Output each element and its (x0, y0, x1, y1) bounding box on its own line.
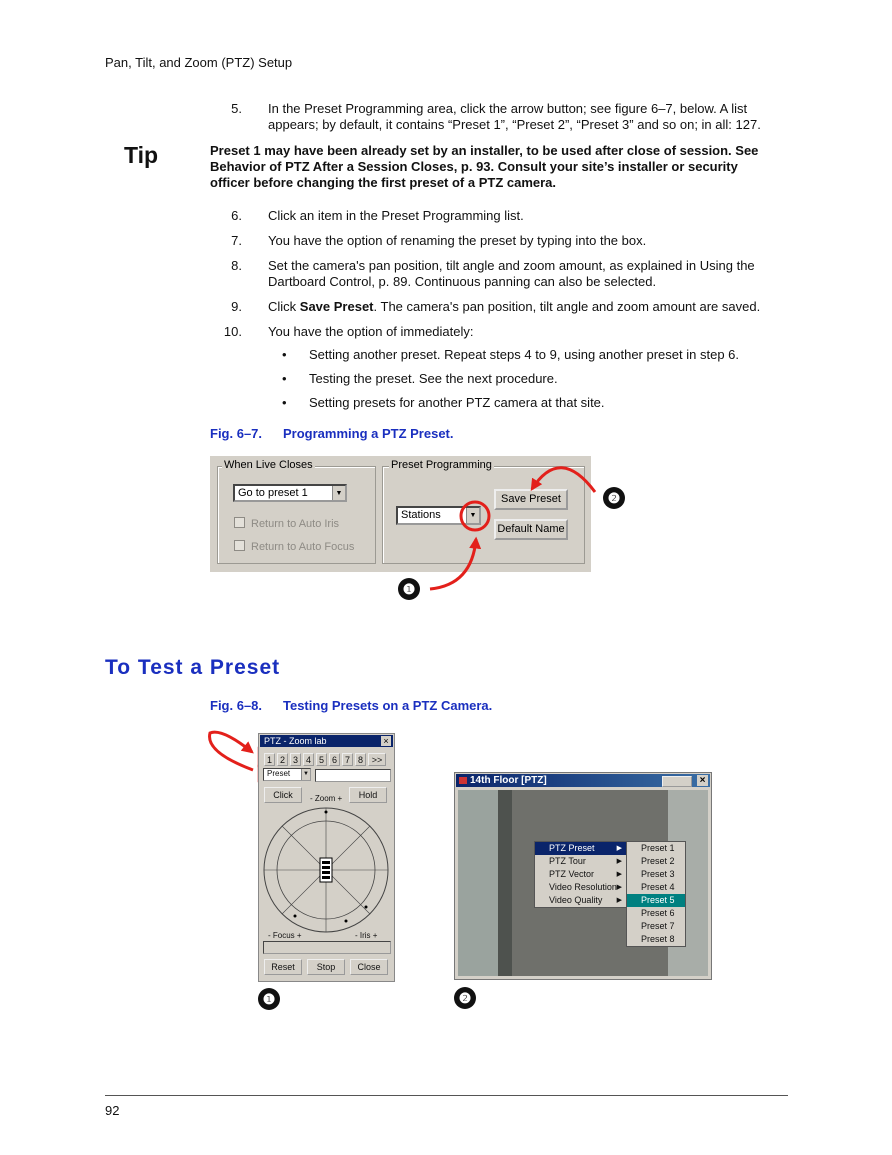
callout-arrow-3 (210, 732, 253, 770)
tip-label: Tip (124, 142, 159, 168)
figure-title: Testing Presets on a PTZ Camera. (283, 698, 493, 713)
step-text-post: . The camera's pan position, tilt angle and zoom amount are saved. (373, 299, 761, 314)
submenu-arrow-icon: ▶ (616, 884, 622, 891)
submenu-item-preset[interactable]: Preset 8 (641, 934, 675, 944)
video-scene-frame (498, 790, 512, 976)
step-number: 10. (223, 324, 242, 339)
more-presets-button[interactable]: >> (368, 753, 386, 766)
zoom-label: - Zoom + (310, 794, 343, 803)
page-number: 92 (105, 1103, 120, 1118)
layout-grid-icon[interactable] (662, 776, 692, 787)
figure-title: Programming a PTZ Preset. (283, 426, 454, 441)
callout-arrow-1 (430, 539, 476, 589)
figure-caption (210, 698, 492, 713)
submenu-item-preset[interactable]: Preset 2 (641, 856, 675, 866)
menu-item-ptz-preset[interactable]: PTZ Preset ▶ (535, 842, 627, 855)
footer-rule (105, 1095, 788, 1096)
submenu-arrow-icon: ▶ (616, 871, 622, 878)
step-text: You have the option of renaming the preset by typing into the box. (268, 233, 647, 248)
click-button[interactable]: Click (264, 787, 302, 803)
submenu-arrow-icon: ▶ (616, 845, 622, 852)
section-heading: To Test a Preset (105, 656, 281, 679)
callout-badge-2: ❷ (454, 987, 476, 1009)
preset-number-button[interactable]: 4 (303, 753, 314, 766)
preset-number-button[interactable]: 6 (329, 753, 340, 766)
bullet-text: Testing the preset. See the next procedure. (309, 371, 558, 386)
iris-label: - Iris + (355, 931, 378, 940)
submenu-item-preset[interactable]: Preset 6 (641, 908, 675, 918)
hold-button[interactable]: Hold (349, 787, 387, 803)
preset-combo[interactable] (263, 768, 311, 781)
submenu-item-preset-selected[interactable]: Preset 5 (627, 894, 685, 907)
bullet-dot: • (282, 371, 287, 386)
dropdown-arrow-icon[interactable]: ▼ (332, 486, 345, 500)
menu-item-ptz-vector[interactable]: PTZ Vector ▶ (549, 869, 622, 879)
step-number: 9. (231, 299, 242, 314)
preset-list-value: Stations (401, 509, 441, 521)
submenu-item-preset[interactable]: Preset 7 (641, 921, 675, 931)
preset-submenu (626, 841, 686, 947)
menu-item-video-resolution[interactable]: Video Resolution ▶ (549, 882, 622, 892)
camera-window-title (456, 774, 710, 787)
figure-number: Fig. 6–7. (210, 426, 263, 441)
video-scene-door (458, 790, 498, 976)
submenu-item-preset[interactable]: Preset 1 (641, 843, 675, 853)
context-menu (534, 841, 628, 908)
preset-number-button[interactable]: 2 (277, 753, 288, 766)
return-auto-iris-label: Return to Auto Iris (251, 518, 340, 530)
preset-name-field[interactable] (315, 769, 391, 782)
highlight-circle (461, 502, 489, 530)
running-header: Pan, Tilt, and Zoom (PTZ) Setup (105, 55, 293, 70)
preset-combo-value: Preset (267, 769, 291, 778)
menu-item-ptz-tour[interactable]: PTZ Tour ▶ (549, 856, 622, 866)
camera-window (454, 772, 712, 980)
ptz-control-window (258, 733, 395, 982)
preset-number-button[interactable]: 5 (316, 753, 327, 766)
dartboard-control[interactable] (261, 804, 392, 934)
status-field (263, 941, 391, 954)
dropdown-arrow-icon[interactable]: ▼ (301, 769, 310, 780)
return-auto-focus-label: Return to Auto Focus (251, 541, 355, 553)
step-number: 8. (231, 258, 242, 273)
preset-number-button[interactable]: 8 (355, 753, 366, 766)
camera-video-view[interactable] (458, 790, 708, 976)
close-button[interactable]: Close (350, 959, 388, 975)
callout-arrow-2 (532, 468, 595, 492)
ptz-title-text: PTZ - Zoom lab (264, 736, 327, 746)
callout-badge-1: ❶ (398, 578, 420, 600)
preset-programming-label: Preset Programming (391, 459, 492, 471)
callout-badge-1: ❶ (258, 988, 280, 1010)
when-live-closes-label: When Live Closes (224, 459, 313, 471)
stop-button[interactable]: Stop (307, 959, 345, 975)
step-number: 5. (231, 101, 242, 116)
bullet-dot: • (282, 347, 287, 362)
submenu-item-preset[interactable]: Preset 4 (641, 882, 675, 892)
bullet-text: Setting another preset. Repeat steps 4 to 9, using another preset in step 6. (309, 347, 739, 362)
preset-number-button[interactable]: 3 (290, 753, 301, 766)
step-text-pre: Click (268, 299, 300, 314)
callout-badge-2: ❷ (603, 487, 625, 509)
goto-preset-value: Go to preset 1 (238, 487, 308, 499)
step-text: In the Preset Programming area, click the arrow button; see figure 6–7, below. A list appears; by default, it contains “Preset 1”, “Preset 2”, “Preset 3” and so on; in all: 127. (268, 101, 761, 132)
step-number: 6. (231, 208, 242, 223)
submenu-arrow-icon: ▶ (616, 858, 622, 865)
focus-label: - Focus + (268, 931, 302, 940)
save-preset-button[interactable]: Save Preset (494, 489, 568, 510)
bullet-text: Setting presets for another PTZ camera at that site. (309, 395, 605, 410)
camera-icon (459, 777, 467, 784)
step-text: Set the camera's pan position, tilt angle and zoom amount, as explained in Using the Dartboard Control, p. 89. Continuous panning can also be selected. (268, 258, 755, 289)
preset-number-button[interactable]: 1 (264, 753, 275, 766)
close-icon[interactable]: × (697, 775, 708, 786)
figure-number: Fig. 6–8. (210, 698, 263, 713)
camera-title-text: 14th Floor [PTZ] (470, 775, 547, 786)
tip-text: Preset 1 may have been already set by an installer, to be used after close of session. See Behavior of PTZ After a Session Closes, p. 93. Consult your site’s installer or security officer before changing the first preset of a PTZ camera. (210, 143, 759, 190)
default-name-button[interactable]: Default Name (494, 519, 568, 540)
submenu-arrow-icon: ▶ (616, 897, 622, 904)
step-number: 7. (231, 233, 242, 248)
close-icon[interactable]: × (381, 736, 391, 746)
preset-number-button[interactable]: 7 (342, 753, 353, 766)
ptz-window-title (260, 735, 393, 747)
menu-item-video-quality[interactable]: Video Quality ▶ (549, 895, 622, 905)
dropdown-arrow-icon[interactable]: ▼ (466, 508, 479, 523)
bullet-dot: • (282, 395, 287, 410)
step-text: You have the option of immediately: (268, 324, 474, 339)
step-text: Click an item in the Preset Programming list. (268, 208, 524, 223)
reset-button[interactable]: Reset (264, 959, 302, 975)
save-preset-term: Save Preset (299, 299, 374, 314)
submenu-item-preset[interactable]: Preset 3 (641, 869, 675, 879)
